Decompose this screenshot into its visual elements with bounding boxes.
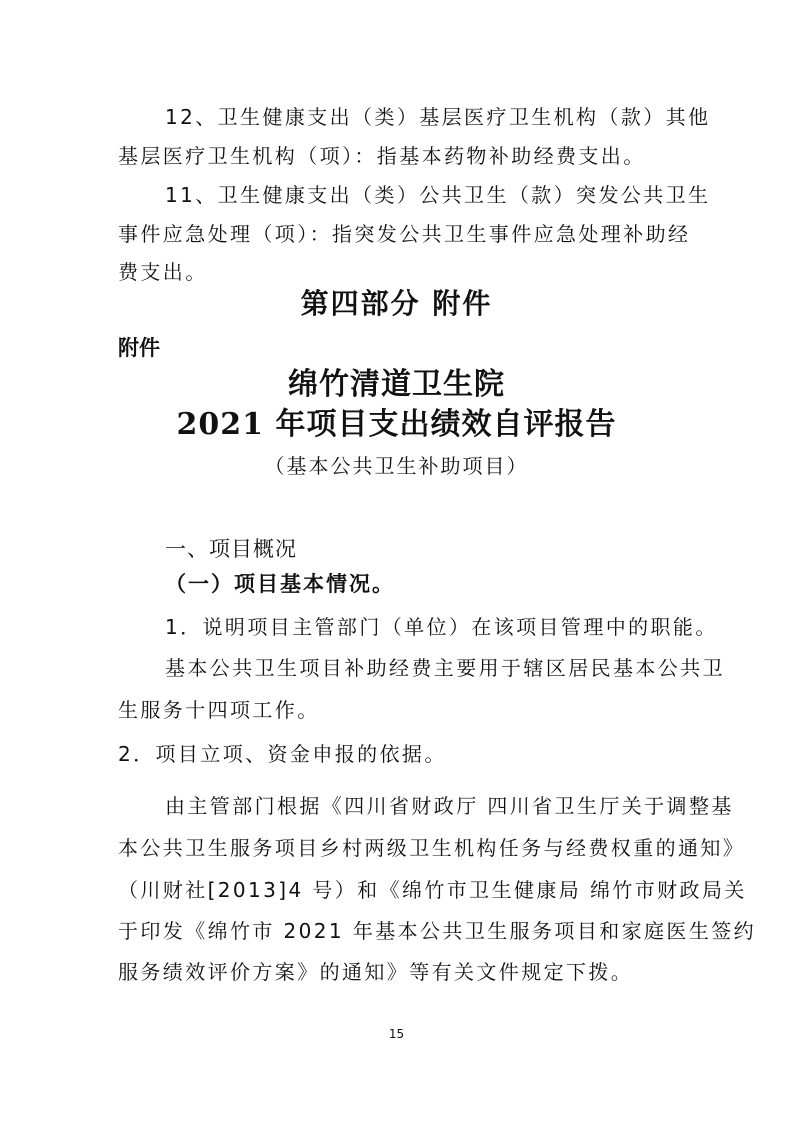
point2-heading: 2．项目立项、资金申报的依据。: [118, 742, 447, 766]
point2-line3: （川财社[2013]4 号）和《绵竹市卫生健康局 绵竹市财政局关: [118, 878, 747, 902]
part-heading: 第四部分 附件: [300, 287, 493, 320]
page-number: 15: [388, 1027, 405, 1041]
item11-line1: 11、卫生健康支出（类）公共卫生（款）突发公共卫生: [165, 183, 711, 207]
point2-line5: 服务绩效评价方案》的通知》等有关文件规定下拨。: [118, 960, 634, 984]
report-title-line2: 2021 年项目支出绩效自评报告: [176, 407, 617, 442]
item11-line2: 事件应急处理（项）：指突发公共卫生事件应急处理补助经: [118, 222, 691, 246]
point2-line1: 由主管部门根据《四川省财政厅 四川省卫生厅关于调整基: [165, 794, 734, 818]
point1-line2: 生服务十四项工作。: [118, 698, 320, 722]
attachment-label: 附件: [118, 336, 160, 360]
point2-line4: 于印发《绵竹市 2021 年基本公共卫生服务项目和家庭医生签约: [118, 919, 757, 943]
item11-line3: 费支出。: [118, 260, 208, 284]
point2-line2: 本公共卫生服务项目乡村两级卫生机构任务与经费权重的通知》: [118, 836, 746, 860]
point1-heading: 1．说明项目主管部门（单位）在该项目管理中的职能。: [165, 615, 718, 639]
item12-line1: 12、卫生健康支出（类）基层医疗卫生机构（款）其他: [165, 105, 711, 129]
section1-heading: 一、项目概况: [165, 537, 297, 561]
report-title-line1: 绵竹清道卫生院: [288, 367, 505, 402]
item12-line2: 基层医疗卫生机构（项）：指基本药物补助经费支出。: [118, 144, 646, 168]
point1-line1: 基本公共卫生项目补助经费主要用于辖区居民基本公共卫: [165, 656, 725, 680]
report-subtitle: （基本公共卫生补助项目）: [264, 454, 529, 478]
subsection1-heading: （一）项目基本情况。: [165, 572, 395, 596]
